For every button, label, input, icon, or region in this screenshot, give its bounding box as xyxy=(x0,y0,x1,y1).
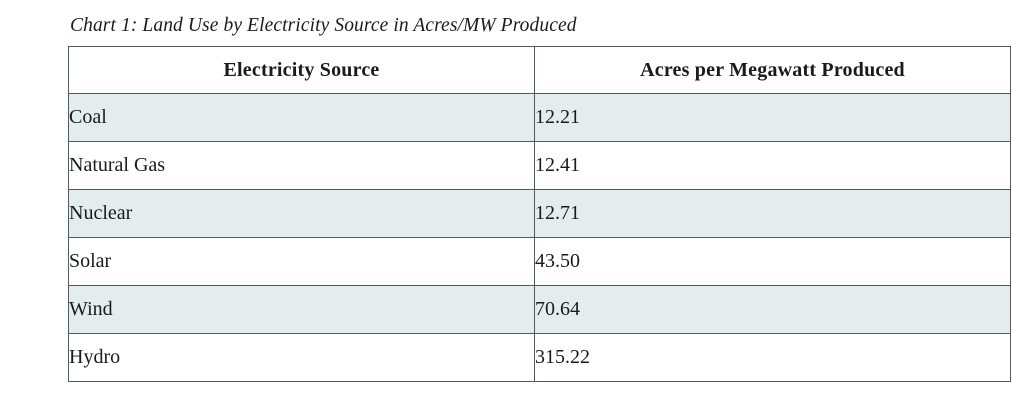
cell-source: Coal xyxy=(69,94,535,142)
table-caption: Chart 1: Land Use by Electricity Source in Acres/MW Produced xyxy=(70,15,577,36)
column-header-electricity-source: Electricity Source xyxy=(69,47,535,94)
cell-acres: 43.50 xyxy=(535,238,1011,286)
table-row xyxy=(69,238,1011,286)
cell-acres: 12.41 xyxy=(535,142,1011,190)
cell-source: Wind xyxy=(69,286,535,334)
land-use-table xyxy=(68,46,1011,382)
table-row xyxy=(69,190,1011,238)
cell-source: Hydro xyxy=(69,334,535,382)
column-header-acres-per-megawatt: Acres per Megawatt Produced xyxy=(535,47,1011,94)
cell-acres: 12.71 xyxy=(535,190,1011,238)
cell-source: Natural Gas xyxy=(69,142,535,190)
table-row xyxy=(69,94,1011,142)
cell-acres: 70.64 xyxy=(535,286,1011,334)
cell-acres: 12.21 xyxy=(535,94,1011,142)
cell-source: Solar xyxy=(69,238,535,286)
table-row xyxy=(69,142,1011,190)
table-header xyxy=(69,47,1011,94)
cell-acres: 315.22 xyxy=(535,334,1011,382)
table-body xyxy=(69,94,1011,382)
table-row xyxy=(69,286,1011,334)
table-header-row xyxy=(69,47,1011,94)
cell-source: Nuclear xyxy=(69,190,535,238)
table-row xyxy=(69,334,1011,382)
